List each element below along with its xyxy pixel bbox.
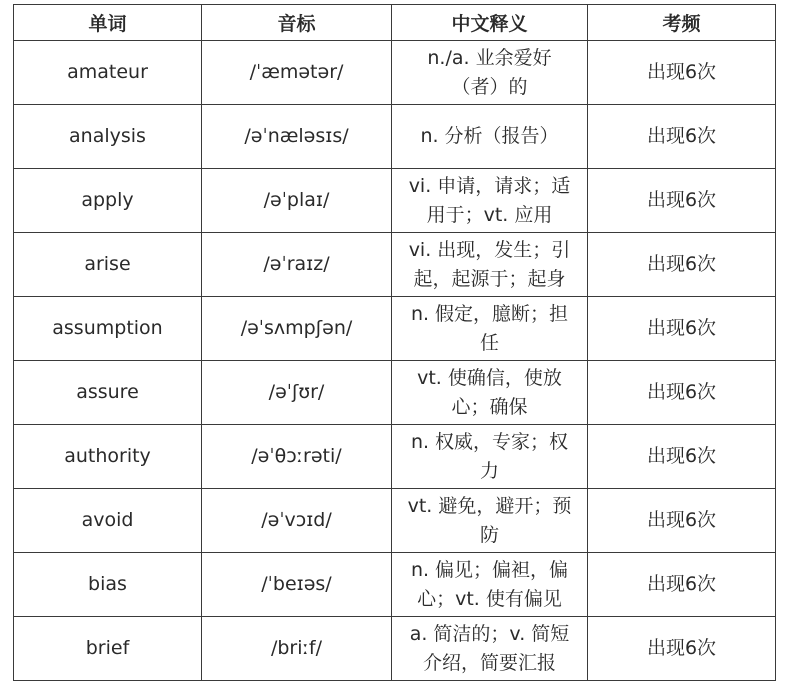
header-phonetic: 音标 — [202, 5, 392, 41]
phonetic-cell: /briːf/ — [202, 617, 392, 681]
word-cell: avoid — [14, 489, 202, 553]
word-cell: authority — [14, 425, 202, 489]
frequency-cell: 出现6次 — [588, 297, 776, 361]
meaning-cell: vi. 申请，请求；适用于；vt. 应用 — [392, 169, 588, 233]
table-row — [14, 297, 776, 361]
phonetic-cell: /əˈnæləsɪs/ — [202, 105, 392, 169]
table-row — [14, 105, 776, 169]
table-row — [14, 233, 776, 297]
table-row — [14, 41, 776, 105]
phonetic-cell: /əˈʃʊr/ — [202, 361, 392, 425]
table-row — [14, 361, 776, 425]
table-row — [14, 617, 776, 681]
header-meaning: 中文释义 — [392, 5, 588, 41]
word-cell: analysis — [14, 105, 202, 169]
frequency-cell: 出现6次 — [588, 361, 776, 425]
phonetic-cell: /ˈbeɪəs/ — [202, 553, 392, 617]
frequency-cell: 出现6次 — [588, 233, 776, 297]
phonetic-cell: /əˈplaɪ/ — [202, 169, 392, 233]
word-cell: assure — [14, 361, 202, 425]
frequency-cell: 出现6次 — [588, 617, 776, 681]
word-cell: apply — [14, 169, 202, 233]
phonetic-cell: /əˈθɔːrəti/ — [202, 425, 392, 489]
meaning-cell: n. 偏见；偏袒，偏心；vt. 使有偏见 — [392, 553, 588, 617]
table-row — [14, 489, 776, 553]
vocabulary-table — [13, 4, 776, 681]
word-cell: assumption — [14, 297, 202, 361]
word-cell: arise — [14, 233, 202, 297]
frequency-cell: 出现6次 — [588, 489, 776, 553]
word-cell: amateur — [14, 41, 202, 105]
meaning-cell: vt. 使确信，使放心；确保 — [392, 361, 588, 425]
meaning-cell: n. 假定，臆断；担任 — [392, 297, 588, 361]
frequency-cell: 出现6次 — [588, 169, 776, 233]
table-row — [14, 169, 776, 233]
table-row — [14, 425, 776, 489]
phonetic-cell: /ˈæmətər/ — [202, 41, 392, 105]
frequency-cell: 出现6次 — [588, 41, 776, 105]
meaning-cell: n. 分析（报告） — [392, 105, 588, 169]
meaning-cell: a. 简洁的；v. 简短介绍，简要汇报 — [392, 617, 588, 681]
word-cell: bias — [14, 553, 202, 617]
frequency-cell: 出现6次 — [588, 553, 776, 617]
frequency-cell: 出现6次 — [588, 105, 776, 169]
header-word: 单词 — [14, 5, 202, 41]
header-row — [14, 5, 776, 41]
word-cell: brief — [14, 617, 202, 681]
meaning-cell: vi. 出现，发生；引起，起源于；起身 — [392, 233, 588, 297]
meaning-cell: n. 权威，专家；权力 — [392, 425, 588, 489]
phonetic-cell: /əˈraɪz/ — [202, 233, 392, 297]
phonetic-cell: /əˈsʌmpʃən/ — [202, 297, 392, 361]
header-frequency: 考频 — [588, 5, 776, 41]
meaning-cell: vt. 避免，避开；预防 — [392, 489, 588, 553]
frequency-cell: 出现6次 — [588, 425, 776, 489]
meaning-cell: n./a. 业余爱好（者）的 — [392, 41, 588, 105]
phonetic-cell: /əˈvɔɪd/ — [202, 489, 392, 553]
table-row — [14, 553, 776, 617]
